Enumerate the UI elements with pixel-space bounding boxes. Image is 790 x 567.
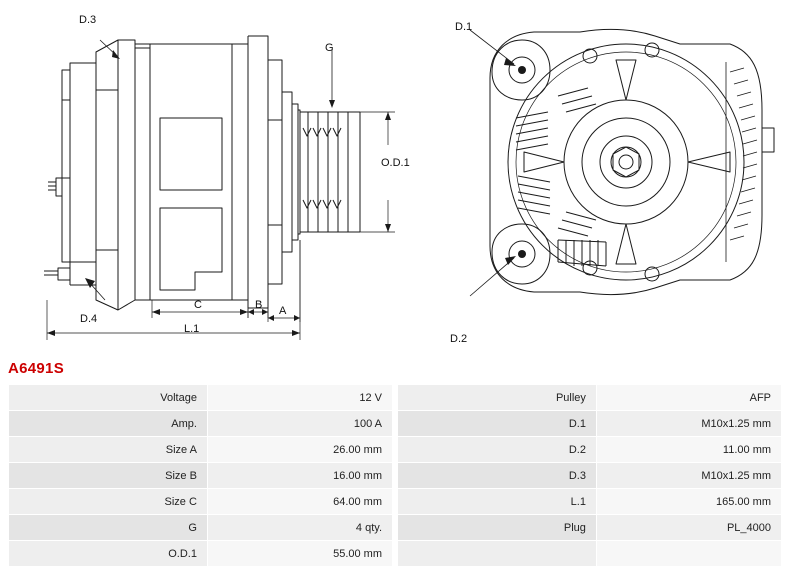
spec-tables	[8, 384, 782, 567]
table-row	[398, 385, 782, 411]
spec-key: D.2	[398, 437, 597, 463]
spec-value: 4 qty.	[207, 515, 392, 541]
spec-key: L.1	[398, 489, 597, 515]
spec-key: D.1	[398, 411, 597, 437]
label-d2: D.2	[450, 333, 468, 345]
table-row	[9, 541, 393, 567]
table-row	[398, 515, 782, 541]
side-view-drawing	[0, 0, 420, 360]
spec-key: Size A	[9, 437, 208, 463]
label-c: C	[194, 299, 202, 311]
table-row	[9, 515, 393, 541]
spec-value: 64.00 mm	[207, 489, 392, 515]
spec-table-right	[397, 384, 782, 567]
spec-key: Plug	[398, 515, 597, 541]
label-d4: D.4	[80, 313, 98, 325]
spec-key: Pulley	[398, 385, 597, 411]
spec-value: 55.00 mm	[207, 541, 392, 567]
table-row	[9, 411, 393, 437]
table-row	[398, 489, 782, 515]
spec-value: 165.00 mm	[596, 489, 781, 515]
label-d1: D.1	[455, 21, 473, 33]
spec-value: 100 A	[207, 411, 392, 437]
spec-key-empty	[398, 541, 597, 567]
spec-value-empty	[596, 541, 781, 567]
label-a: A	[279, 305, 287, 317]
spec-key: Size C	[9, 489, 208, 515]
label-b: B	[255, 299, 263, 311]
spec-key: G	[9, 515, 208, 541]
table-row	[9, 463, 393, 489]
spec-key: Amp.	[9, 411, 208, 437]
spec-key: Size B	[9, 463, 208, 489]
spec-table-left	[8, 384, 393, 567]
table-row	[9, 385, 393, 411]
label-od1: O.D.1	[381, 157, 410, 169]
table-row	[398, 411, 782, 437]
table-row	[9, 437, 393, 463]
part-number: A6491S	[8, 360, 65, 377]
spec-value: AFP	[596, 385, 781, 411]
spec-value: PL_4000	[596, 515, 781, 541]
spec-key: Voltage	[9, 385, 208, 411]
spec-value: M10x1.25 mm	[596, 411, 781, 437]
table-row	[398, 437, 782, 463]
front-view-drawing	[430, 0, 790, 360]
label-d3: D.3	[79, 14, 97, 26]
table-row-empty	[398, 541, 782, 567]
spec-value: 12 V	[207, 385, 392, 411]
spec-key: D.3	[398, 463, 597, 489]
spec-value: 16.00 mm	[207, 463, 392, 489]
spec-key: O.D.1	[9, 541, 208, 567]
label-l1: L.1	[184, 323, 200, 335]
spec-value: M10x1.25 mm	[596, 463, 781, 489]
spec-value: 26.00 mm	[207, 437, 392, 463]
table-row	[398, 463, 782, 489]
label-g: G	[325, 42, 334, 54]
table-row	[9, 489, 393, 515]
spec-value: 11.00 mm	[596, 437, 781, 463]
